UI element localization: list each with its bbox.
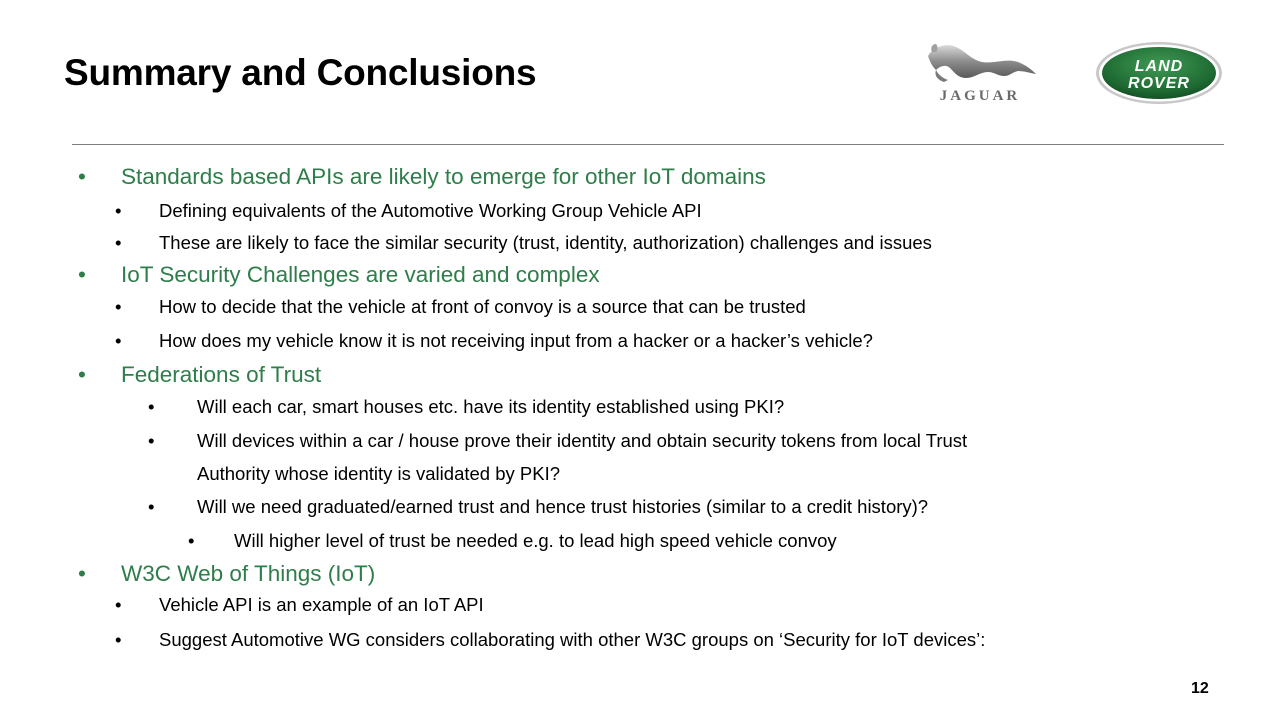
bullet-dot: • [78, 561, 86, 586]
bullet-dot: • [148, 496, 155, 517]
bullet-level-3 [197, 463, 560, 485]
bullet-level-1 [78, 561, 376, 587]
bullet-level-4 [188, 530, 837, 552]
bullet-dot: • [78, 164, 86, 189]
bullet-level-1 [78, 362, 322, 388]
bullet-dot: • [115, 200, 122, 221]
bullet-dot: • [148, 430, 155, 451]
bullet-dot: • [115, 232, 122, 253]
bullet-text: Authority whose identity is validated by PKI? [197, 463, 560, 484]
bullet-level-3 [148, 430, 968, 452]
bullet-level-2 [115, 629, 986, 651]
bullet-dot: • [115, 629, 122, 650]
bullet-text: These are likely to face the similar security (trust, identity, authorization) challenges and issues [159, 232, 932, 253]
bullet-dot: • [115, 594, 122, 615]
bullet-text: Will each car, smart houses etc. have its identity established using PKI? [197, 396, 785, 417]
bullet-dot: • [148, 396, 155, 417]
bullet-text: Will higher level of trust be needed e.g. to lead high speed vehicle convoy [234, 530, 837, 551]
bullet-dot: • [188, 530, 195, 551]
bullet-text: Federations of Trust [121, 362, 322, 387]
bullet-dot: • [78, 362, 86, 387]
bullet-level-2 [115, 330, 873, 352]
bullet-text: Vehicle API is an example of an IoT API [159, 594, 484, 615]
bullet-text: How does my vehicle know it is not receiving input from a hacker or a hacker’s vehicle? [159, 330, 873, 351]
bullet-dot: • [115, 296, 122, 317]
bullet-text: IoT Security Challenges are varied and complex [121, 262, 600, 287]
bullet-text: W3C Web of Things (IoT) [121, 561, 376, 586]
bullet-text: Will devices within a car / house prove their identity and obtain security tokens from local Trust [197, 430, 968, 451]
bullet-text: Standards based APIs are likely to emerge for other IoT domains [121, 164, 766, 189]
land-rover-wordmark-line1: LAND [1134, 58, 1184, 75]
land-rover-logo [1094, 40, 1224, 106]
bullet-text: Defining equivalents of the Automotive Working Group Vehicle API [159, 200, 702, 221]
bullet-level-3 [148, 396, 785, 418]
page-number: 12 [1191, 680, 1209, 697]
bullet-level-2 [115, 296, 806, 318]
bullet-level-2 [115, 200, 702, 222]
title-divider [72, 144, 1224, 145]
bullet-level-2 [115, 594, 484, 616]
bullet-level-1 [78, 164, 766, 190]
bullet-dot: • [78, 262, 86, 287]
land-rover-wordmark-line2: ROVER [1128, 75, 1190, 92]
bullet-level-2 [115, 232, 932, 254]
bullet-text: Suggest Automotive WG considers collaborating with other W3C groups on ‘Security for IoT devices’: [159, 629, 986, 650]
bullet-text: Will we need graduated/earned trust and hence trust histories (similar to a credit history)? [197, 496, 929, 517]
jaguar-wordmark: JAGUAR [939, 88, 1021, 104]
slide-title: Summary and Conclusions [64, 52, 537, 93]
bullet-level-3 [148, 496, 929, 518]
bullet-text: How to decide that the vehicle at front of convoy is a source that can be trusted [159, 296, 806, 317]
bullet-level-1 [78, 262, 600, 288]
bullet-dot: • [115, 330, 122, 351]
jaguar-logo [914, 38, 1046, 104]
